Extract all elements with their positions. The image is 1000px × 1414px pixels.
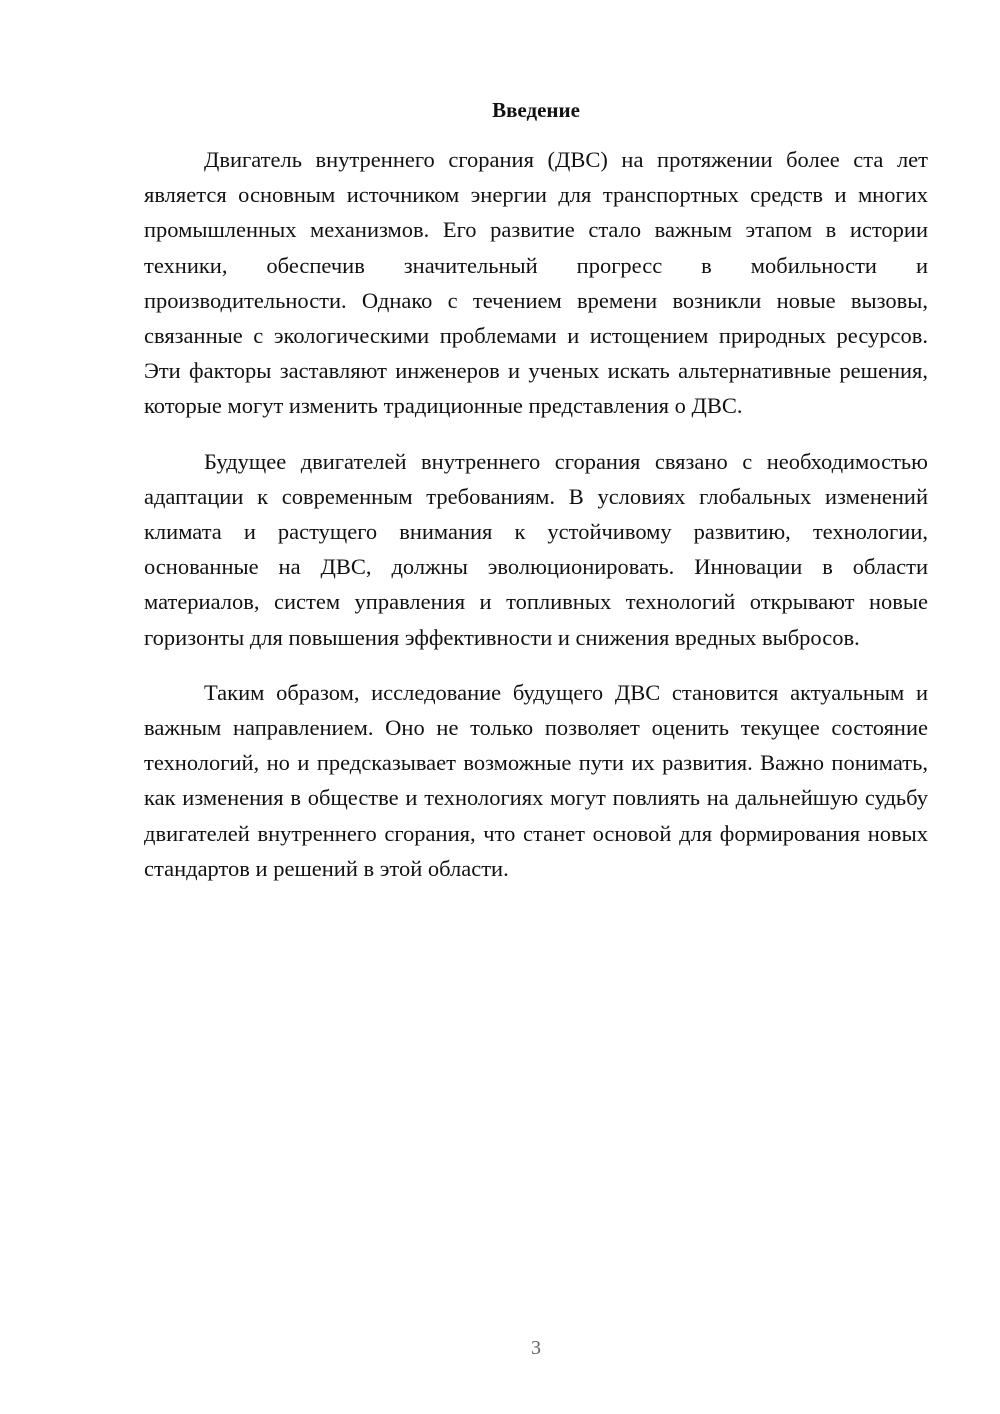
page-number: 3: [531, 1337, 541, 1359]
document-body: [144, 142, 928, 906]
paragraph-3: Таким образом, исследование будущего ДВС становится актуальным и важным направлением. Оно не только позволяет оценить текущее состояние технологий, но и предсказывает возможные пути их развития. Важно понимать, как изменения в обществе и технологиях могут повлиять на дальнейшую судьбу двигателей внутреннего сгорания, что станет основой для формирования новых стандартов и решений в этой области.: [144, 679, 928, 881]
paragraph-1: Двигатель внутреннего сгорания (ДВС) на протяжении более ста лет является основным источником энергии для транспортных средств и многих промышленных механизмов. Его развитие стало важным этапом в истории техники, обеспечив значительный прогресс в мобильности и производительности. Однако с течением времени возникли новые вызовы, связанные с экологическими проблемами и истощением природных ресурсов. Эти факторы заставляют инженеров и ученых искать альтернативные решения, которые могут изменить традиционные представления о ДВС.: [144, 147, 928, 419]
paragraph-2: Будущее двигателей внутреннего сгорания связано с необходимостью адаптации к современным требованиям. В условиях глобальных изменений климата и растущего внимания к устойчивому развитию, технологии, основанные на ДВС, должны эволюционировать. Инновации в области материалов, систем управления и топливных технологий открывают новые горизонты для повышения эффективности и снижения вредных выбросов.: [144, 448, 928, 650]
page-title: Введение: [492, 98, 580, 122]
